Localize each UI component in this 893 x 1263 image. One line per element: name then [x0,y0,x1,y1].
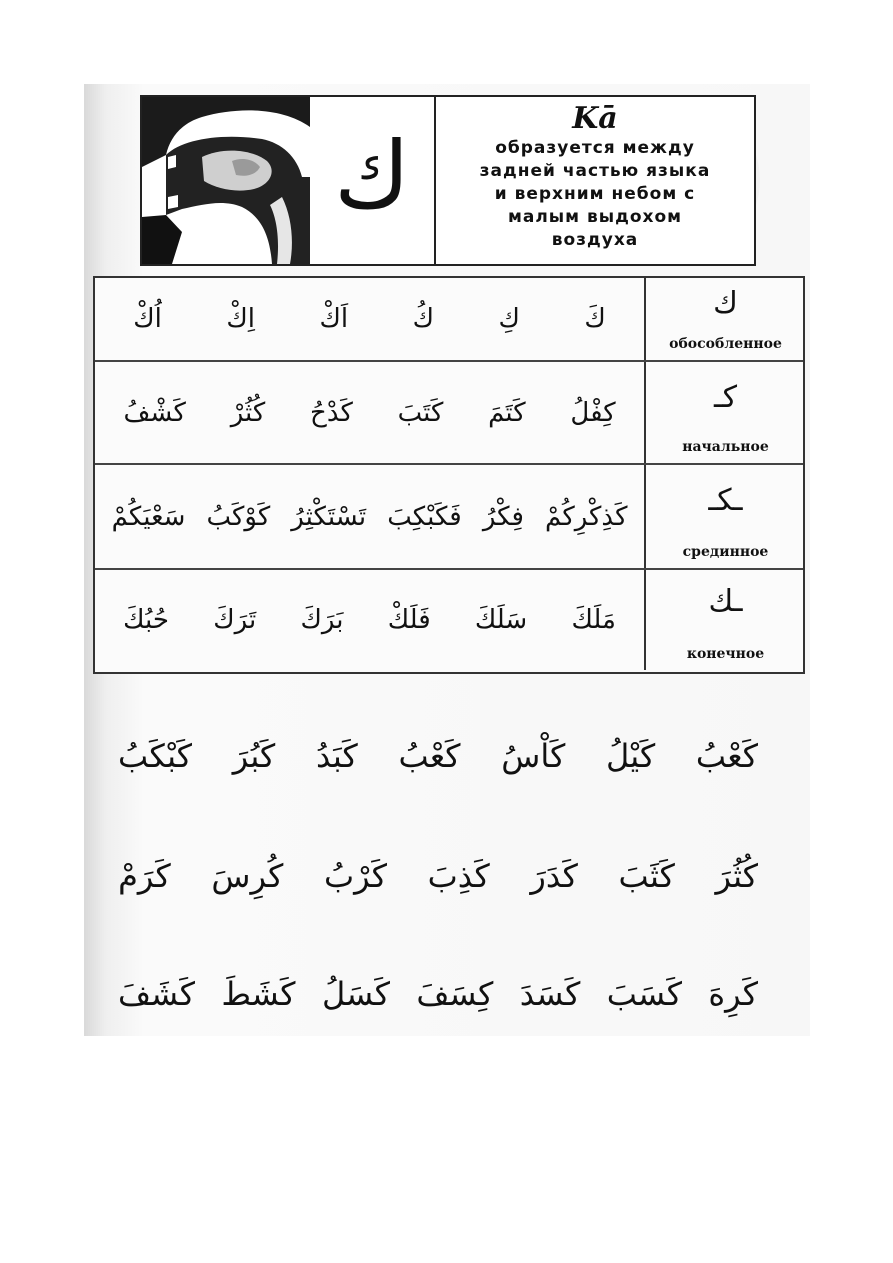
form-glyph: ـكـ [708,483,743,518]
example-word: اِكْ [226,304,255,334]
form-label: обособленное [669,336,782,352]
practice-line [118,728,758,784]
example-word: اَكْ [319,304,349,334]
practice-word: كِسَفَ [416,975,494,1013]
description-line: малым выдохом [507,207,683,227]
practice-word: كَعْبُ [695,737,758,775]
isolated-letter: ك [334,121,410,229]
description-cell [436,97,754,264]
example-word: كَوْكَبُ [206,501,271,532]
practice-word: كَعْبُ [398,737,461,775]
practice-word: كَيْلُ [606,737,656,775]
practice-word: كَرَمْ [118,857,171,895]
practice-word: كَسَدَ [519,975,581,1013]
letter-forms-table [93,276,805,674]
example-word: كَذِكْرِكُمْ [545,501,628,532]
description-line: и верхним небом с [494,184,696,204]
example-word: سَلَكَ [474,605,528,635]
example-word: بَرَكَ [300,605,344,635]
practice-word: كَاْسُ [501,737,566,775]
example-word: كِ [498,304,520,334]
form-label: начальное [682,439,769,455]
example-word: كَشْفُ [123,397,186,428]
form-cell [648,362,803,463]
description-line: образуется между [495,138,695,158]
letter-cell [310,97,436,264]
example-word: كَتَمَ [488,397,526,428]
letter-name: Kā [572,101,618,136]
example-word: كُثُرْ [230,397,266,428]
form-label: конечное [686,646,765,662]
example-word: سَعْيَكُمْ [111,501,186,532]
table-row-initial [95,362,803,465]
practice-line [118,966,758,1022]
practice-word: كَذِبَ [427,857,490,895]
example-word: مَلَكَ [571,605,616,635]
examples-cell [95,465,646,568]
practice-word: كَبَدُ [316,737,358,775]
form-cell [648,570,803,670]
practice-line [118,848,758,904]
table-row-medial [95,465,803,570]
table-row-isolated [95,278,803,362]
example-word: كَتَبَ [397,397,444,428]
examples-cell [95,362,646,463]
practice-word: كَسَلُ [321,975,390,1013]
mouth-diagram [142,97,310,264]
example-word: تَسْتَكْثِرُ [291,501,367,532]
practice-word: كُثُرَ [715,857,758,895]
practice-word: كَدَرَ [530,857,578,895]
example-word: اُكْ [133,304,162,334]
practice-word: كَرِهَ [708,975,758,1013]
form-glyph: ـك [708,584,743,619]
form-cell [648,465,803,568]
letter-header-box [140,95,756,266]
form-glyph: كـ [713,380,738,415]
form-glyph: ك [713,286,738,321]
practice-word: كَشَطَ [221,975,296,1013]
examples-cell [95,570,646,670]
example-word: كِفْلُ [570,397,616,428]
table-row-final [95,570,803,670]
form-cell [648,278,803,360]
example-word: حُبُكَ [123,605,169,635]
practice-word: كَرْبُ [323,857,387,895]
articulation-illustration [142,97,310,264]
description-line: задней частью языка [479,161,711,181]
form-label: срединное [682,544,769,560]
example-word: كَ [584,304,606,334]
practice-word: كَثَبَ [618,857,675,895]
example-word: كَدْحُ [310,397,353,428]
example-word: فَكَبْكِبَ [387,501,462,532]
example-word: تَرَكَ [213,605,257,635]
description-line: воздуха [551,230,639,250]
example-word: فِكْرُ [482,501,524,532]
example-word: كُ [412,304,434,334]
examples-cell [95,278,646,360]
practice-word: كَبْكَبُ [118,737,192,775]
example-word: فَلَكْ [387,605,431,635]
practice-word: كَبُرَ [232,737,276,775]
practice-word: كُرِسَ [211,857,284,895]
practice-word: كَسَبَ [606,975,682,1013]
practice-word: كَشَفَ [118,975,195,1013]
